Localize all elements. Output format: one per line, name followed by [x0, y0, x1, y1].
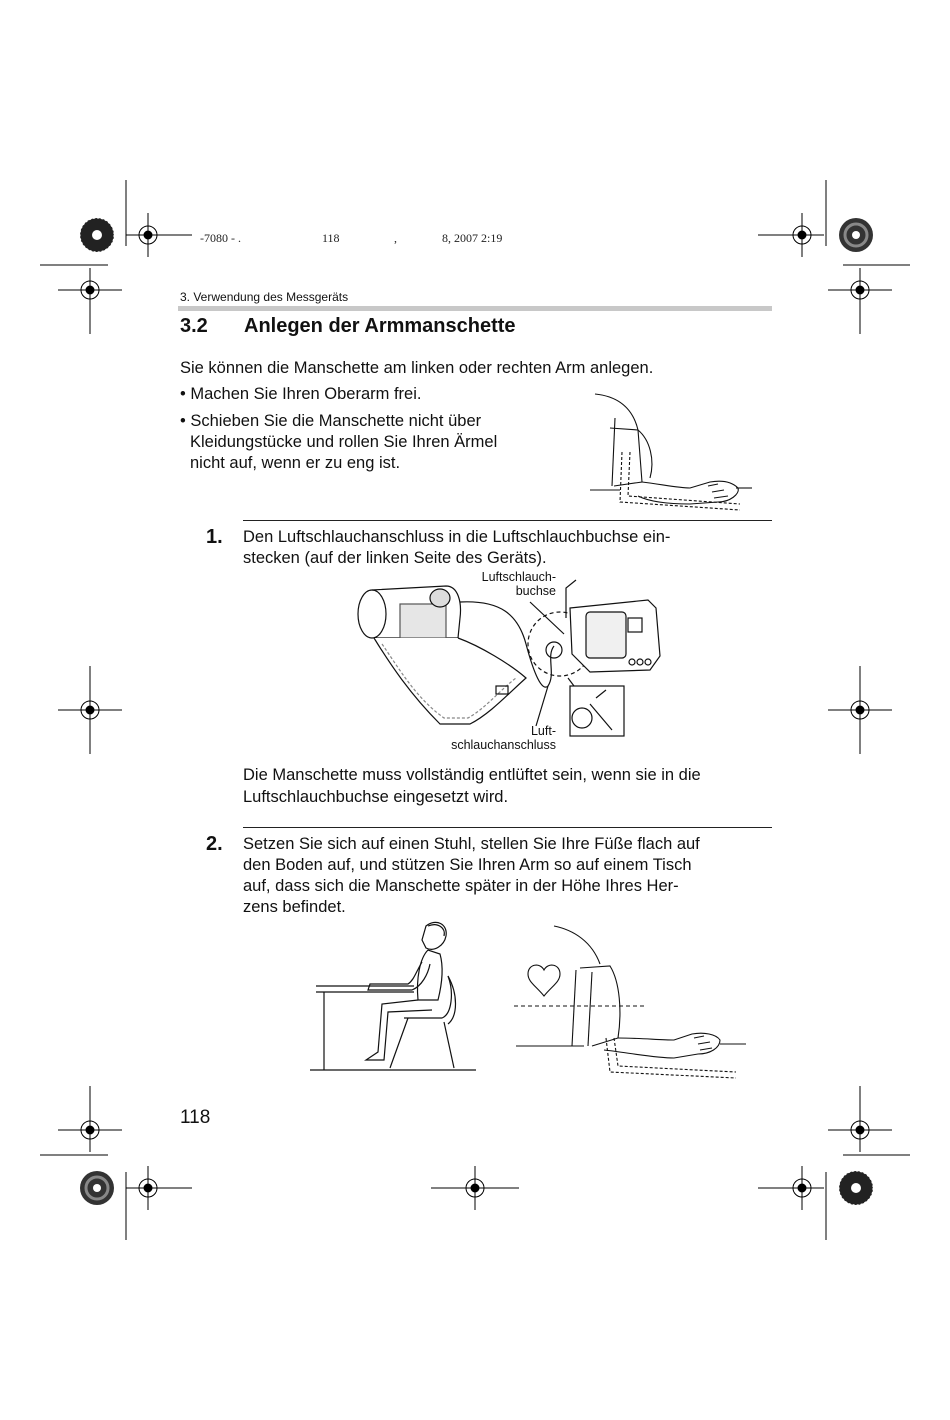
cuff-monitor-illustration: [350, 574, 670, 744]
step-2-line-3: auf, dass sich die Manschette später in der Höhe Ihres Her-: [243, 877, 679, 895]
seated-person-illustration: [308, 918, 488, 1078]
heart-level-illustration: [514, 922, 754, 1092]
section-number: 3.2: [180, 315, 208, 337]
print-info-date: 8, 2007 2:19: [442, 231, 503, 245]
label-air-plug-line-2: schlauchanschluss: [451, 738, 556, 752]
step-1-number: 1.: [206, 526, 223, 548]
step-1-note-line-2: Luftschlauchbuchse eingesetzt wird.: [243, 788, 509, 806]
step-2-number: 2.: [206, 833, 223, 855]
section-heading: [180, 315, 516, 338]
section-title: Anlegen der Armmanschette: [244, 315, 516, 337]
step-2-rule: [243, 827, 772, 828]
chapter-breadcrumb: 3. Verwendung des Messgeräts: [180, 290, 349, 304]
label-air-plug-line-1: Luft-: [530, 724, 556, 738]
print-info-comma: ,: [394, 231, 397, 245]
intro-text: Sie können die Manschette am linken oder rechten Arm anlegen.: [180, 359, 654, 377]
step-2-line-2: den Boden auf, und stützen Sie Ihren Arm so auf einem Tisch: [243, 856, 692, 874]
label-air-socket-line-1: Luftschlauch-: [481, 570, 556, 584]
header-rule: [178, 306, 772, 311]
bullet-2-line-2: Kleidungstücke und rollen Sie Ihren Ärmel: [190, 433, 498, 451]
label-air-socket-line-2: buchse: [515, 584, 556, 598]
step-1-line-1: Den Luftschlauchanschluss in die Luftschlauchbuchse ein-: [243, 528, 671, 546]
step-1-rule: [243, 520, 772, 521]
page-number: 118: [180, 1107, 211, 1128]
step-1-note-line-1: Die Manschette muss vollständig entlüftet sein, wenn sie in die: [243, 766, 701, 784]
arm-cuff-illustration: [590, 390, 760, 520]
bullet-2-line-1: • Schieben Sie die Manschette nicht über: [180, 412, 482, 430]
step-2-line-1: Setzen Sie sich auf einen Stuhl, stellen Sie Ihre Füße flach auf: [243, 835, 700, 853]
step-2-line-4: zens befindet.: [243, 898, 346, 916]
step-1-line-2: stecken (auf der linken Seite des Geräts).: [243, 549, 547, 567]
print-info-code: -7080 - .: [200, 231, 241, 245]
print-info-page: 118: [322, 231, 340, 245]
bullet-2-line-3: nicht auf, wenn er zu eng ist.: [190, 454, 401, 472]
bullet-1: • Machen Sie Ihren Oberarm frei.: [180, 385, 422, 403]
